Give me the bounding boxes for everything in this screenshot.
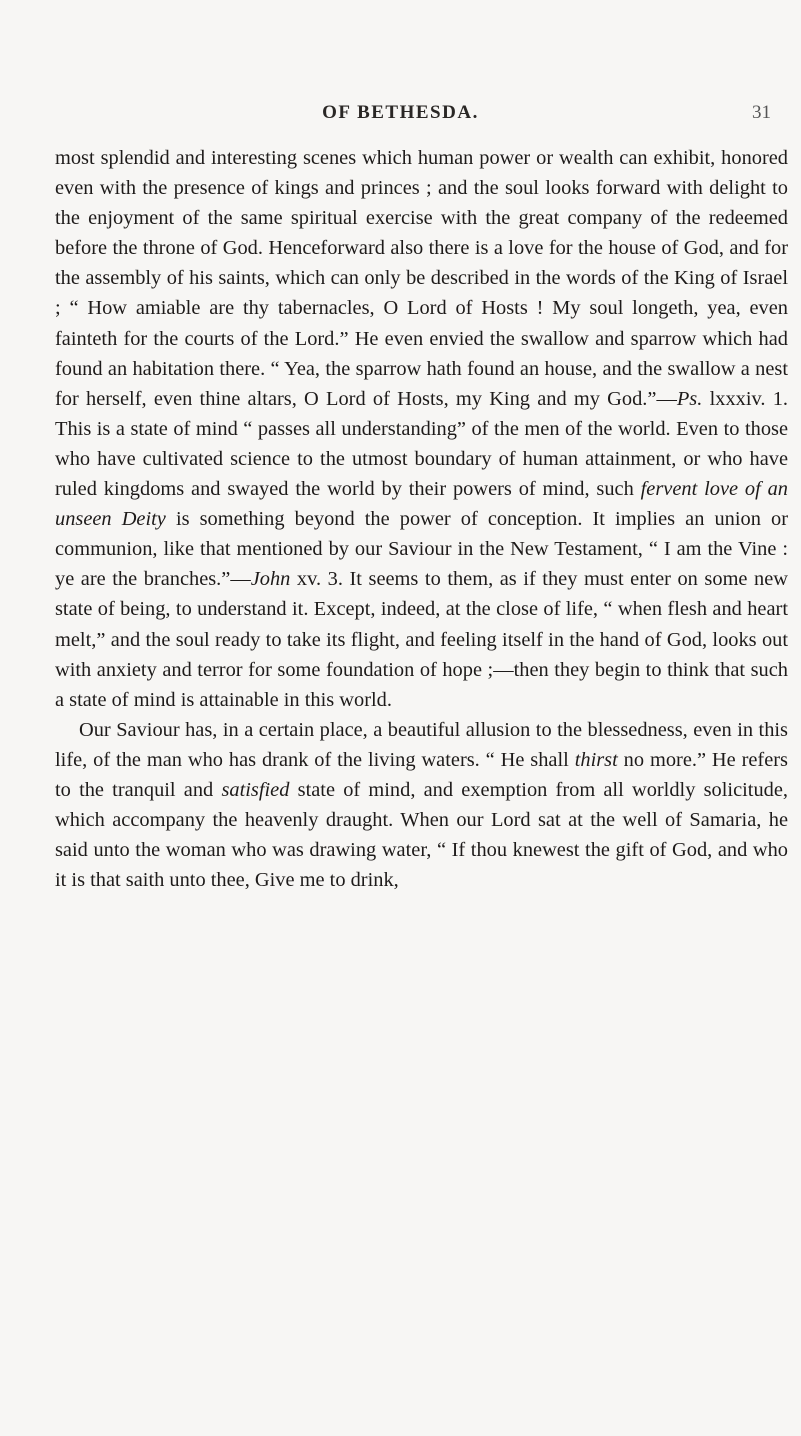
running-head (0, 102, 801, 128)
text-run: xv. 3. It seems to them, as if they must enter on some new state of being, to understand it. Except, indeed, at the close of life, “ when flesh and heart melt,” and the soul ready to take its flight, and feeling itself in the hand of God, looks out with anxiety and terror for some foundation of hope ;—then they begin to think that such a state of mind is attainable in this world. (55, 568, 789, 711)
paragraph (55, 715, 788, 896)
text-run: no more.” He refers to the tranquil and (55, 748, 788, 801)
paragraph (55, 143, 788, 715)
text-run: most splendid and interesting scenes which human power or wealth can exhibit, honored even with the presence of kings and princes ; and the soul looks forward with delight to the enjoyment of the same spiritual exercise with the great company of the redeemed before the throne of God. Henceforward also there is a love for the house of God, and for the assembly of his saints, which can only be described in the words of the King of Israel ; “ How amiable are thy tabernacles, O Lord of Hosts ! My soul longeth, yea, even fainteth for the courts of the Lord.” He even envied the swallow and sparrow which had found an habitation there. “ Yea, the sparrow hath found an house, and the swallow a nest for herself, even thine altars, O Lord of Hosts, my King and my God.”— (55, 147, 788, 410)
italic-run: Ps. (676, 387, 703, 410)
italic-run: thirst (574, 748, 618, 771)
italic-run: fervent love of an unseen Deity (55, 478, 788, 531)
text-run: state of mind, and exemption from all worldly solicitude, which accompany the heavenly draught. When our Lord sat at the well of Samaria, he said unto the woman who was drawing water, “ If thou knewest the gift of God, and who it is that saith unto thee, Give me to drink, (55, 778, 788, 892)
italic-run: John (250, 568, 291, 591)
body-text (55, 143, 788, 895)
italic-run: satisfied (221, 778, 290, 801)
text-run: is something beyond the power of conception. It implies an union or communion, like that mentioned by our Saviour in the New Testament, “ I am the Vine : ye are the branches.”— (55, 508, 788, 591)
text-run: lxxxiv. 1. This is a state of mind “ passes all understanding” of the men of the world. Even to those who have cultivated science to the utmost boundary of human attainment, or who have ruled kingdoms and swayed the world by their powers of mind, such (55, 387, 788, 501)
text-run: Our Saviour has, in a certain place, a beautiful allusion to the blessedness, even in this life, of the man who has drank of the living waters. “ He shall (55, 718, 788, 771)
page-number: 31 (752, 102, 771, 123)
running-title: OF BETHESDA. (322, 102, 479, 123)
